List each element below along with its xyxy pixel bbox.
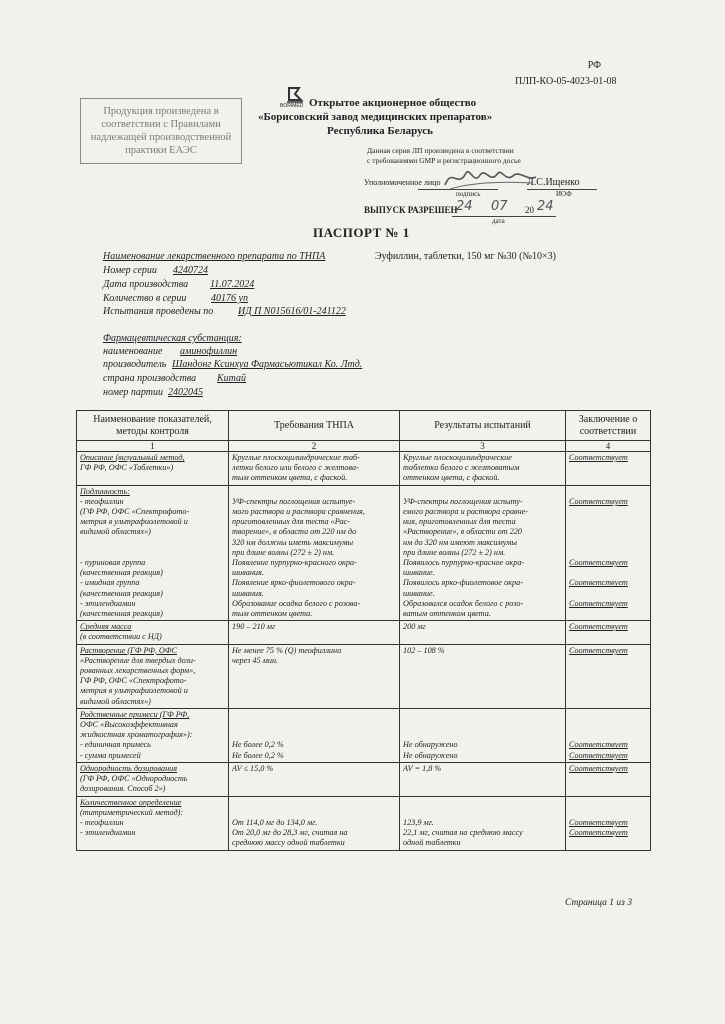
col-number: 2 — [229, 441, 400, 452]
cell-text-line: Не обнаружено — [403, 750, 458, 760]
cell-text-line: - этилендиамин — [80, 828, 136, 838]
page-number: Страница 1 из 3 — [565, 898, 632, 908]
cell-text-line: оттенком цвета, с фаской. — [403, 473, 500, 483]
series-value: 4240724 — [173, 265, 208, 276]
cell-text-line: От 20,0 мг до 28,3 мг, считая на — [232, 828, 348, 838]
cell-text-line: Появление ярко-фиолетового окра- — [232, 578, 356, 588]
cell-text-line — [232, 798, 396, 808]
cell-text-line: дозирования. Способ 2») — [80, 784, 166, 794]
table-cell-3 — [400, 644, 566, 708]
page-title: ПАСПОРТ № 1 — [313, 225, 410, 240]
cell-text-line — [232, 710, 396, 720]
substance-heading: Фармацевтическая субстанция: — [103, 333, 242, 344]
production-date-label: Дата производства — [103, 279, 189, 290]
table-cell-1 — [77, 621, 229, 644]
release-month: 07 — [491, 199, 508, 214]
production-date-value: 11.07.2024 — [210, 279, 255, 290]
header-indicator: Наименование показателей, методы контроля — [77, 411, 229, 441]
cell-text-line: ватым оттенком цвета. — [403, 609, 491, 619]
cell-text-line: Описание (визуальный метод, — [80, 453, 185, 462]
table-row — [77, 708, 651, 762]
table-cell-1 — [77, 708, 229, 762]
cell-text-line: 320 нм должны иметь максимумы — [232, 537, 354, 547]
cell-text-line: Не обнаружено — [403, 740, 458, 750]
cell-text-line: Соответствует — [569, 645, 628, 655]
cell-text-line: Соответствует — [569, 558, 628, 568]
cell-text-line: Появление пурпурно-красного окра- — [232, 558, 357, 568]
table-cell-1 — [77, 796, 229, 850]
cell-text-line: Соответствует — [569, 750, 628, 760]
cell-text-line: - имидная группа — [80, 578, 140, 588]
table-cell-2 — [229, 621, 400, 644]
table-cell-3 — [400, 621, 566, 644]
table-row — [77, 762, 651, 796]
substance-name-value: аминофиллин — [180, 346, 238, 357]
cell-text-line: Не менее 75 % (Q) теофиллина — [232, 645, 342, 655]
table-cell-4 — [566, 644, 651, 708]
logo-caption: BORIMED — [280, 103, 304, 109]
cell-text-line — [569, 838, 647, 848]
cell-text-line — [80, 538, 225, 548]
cell-text-line — [232, 720, 396, 730]
table-cell-4 — [566, 762, 651, 796]
cell-text-line: Не более 0,2 % — [232, 740, 284, 750]
series-label: Номер серии — [103, 265, 157, 276]
cell-text-line: Круглые плоскоцилиндрические таб- — [232, 453, 360, 462]
cell-text-line — [569, 517, 647, 527]
cell-text-line: (в соответствии с НД) — [80, 632, 162, 642]
cell-text-line: ния, приготовленных для теста — [403, 517, 516, 527]
cell-text-line: 123,9 мг. — [403, 817, 434, 827]
cell-text-line: (ГФ РФ, ОФС «Спектрофото- — [80, 507, 190, 517]
cell-text-line: - пуриновая группа — [80, 558, 146, 568]
table-cell-4 — [566, 485, 651, 621]
cell-text-line: ОФС «Высокоэффективная — [80, 720, 178, 730]
cell-text-line: жидкостная хроматография»): — [80, 730, 193, 740]
cell-text-line: мого раствора и раствора сравнения, — [232, 507, 365, 517]
cell-text-line: Подлинность: — [80, 486, 130, 496]
cell-text-line: среднюю массу одной таблетки — [232, 838, 345, 848]
cell-text-line: шивания. — [232, 568, 264, 578]
cell-text-line: Соответствует — [569, 622, 628, 632]
cell-text-line — [569, 710, 647, 720]
authorized-name: Л.С.Ищенко — [527, 177, 580, 188]
compliance-line1: Данная серия ЛП произведена в соответствии — [367, 146, 514, 155]
cell-text-line: - сумма примесей — [80, 750, 141, 760]
product-name-label: Наименование лекарственного препарата по ТНПА — [103, 251, 326, 262]
stamp-line: практики ЕАЭС — [125, 145, 197, 156]
country-label: страна производства — [103, 373, 197, 384]
cell-text-line — [569, 507, 647, 517]
table-cell-2 — [229, 796, 400, 850]
name-label: ИОФ — [556, 190, 572, 198]
cell-text-line: видимой областях») — [80, 696, 151, 706]
cell-text-line: шивание. — [403, 568, 435, 578]
cell-text-line: Соответствует — [569, 453, 628, 462]
cell-text-line: метрия в ультрафиолетовой и — [80, 686, 188, 696]
substance-name-label: наименование — [103, 346, 163, 357]
cell-text-line: творение», в области от 220 нм до — [232, 527, 357, 537]
cell-text-line: емого раствора и раствора сравне- — [403, 507, 529, 517]
cell-text-line — [80, 548, 225, 558]
company-logo — [280, 86, 307, 110]
table-cell-3 — [400, 485, 566, 621]
cell-text-line: (качественная реакция) — [80, 588, 163, 598]
cell-text-line: Появилось пурпурно-красное окра- — [403, 558, 525, 568]
table-header-row — [77, 411, 651, 441]
header-results: Результаты испытаний — [400, 411, 566, 441]
cell-text-line — [569, 589, 647, 599]
cell-text-line: шивания. — [232, 588, 264, 598]
table-cell-3 — [400, 762, 566, 796]
cell-text-line: приготовленных для теста «Рас- — [232, 517, 350, 527]
table-row — [77, 796, 651, 850]
cell-text-line: Соответствует — [569, 828, 628, 838]
authorized-label: Уполномоченное лицо — [364, 178, 441, 187]
date-label: дата — [492, 217, 505, 225]
cell-text-line: - теофиллин — [80, 817, 124, 827]
cell-text-line: при длине волны (272 ± 2) нм. — [232, 547, 335, 557]
table-cell-4 — [566, 796, 651, 850]
cell-text-line — [569, 720, 647, 730]
table-cell-1 — [77, 485, 229, 621]
cell-text-line — [569, 730, 647, 740]
table-cell-2 — [229, 644, 400, 708]
cell-text-line — [569, 568, 647, 578]
table-cell-4 — [566, 621, 651, 644]
cell-text-line: Образовался осадок белого с розо- — [403, 598, 524, 608]
signature-mark — [440, 163, 540, 193]
header-conclusion: Заключение о соответствии — [566, 411, 651, 441]
cell-text-line: (качественная реакция) — [80, 609, 163, 619]
cell-text-line: через 45 мин. — [232, 655, 279, 665]
manufacturer-label: производитель — [103, 359, 167, 370]
compliance-line2: с требованиями GMP и регистрационного досье — [367, 156, 521, 165]
cell-text-line: Появилось ярко-фиолетовое окра- — [403, 578, 523, 588]
col-number: 3 — [400, 441, 566, 452]
cell-text-line: 190 – 210 мг — [232, 622, 276, 632]
results-table — [76, 410, 651, 851]
cell-text-line: Соответствует — [569, 817, 628, 827]
cell-text-line: Соответствует — [569, 578, 628, 588]
table-cell-3 — [400, 796, 566, 850]
batch-value: 2402045 — [168, 387, 203, 398]
table-cell-2 — [229, 452, 400, 486]
cell-text-line: летки белого или белого с желтова- — [232, 463, 359, 473]
cell-text-line: AV ≤ 15,0 % — [232, 763, 274, 773]
cell-text-line: Соответствует — [569, 763, 628, 773]
column-number-row — [77, 441, 651, 452]
cell-text-line: - этилендиамин — [80, 598, 136, 608]
cell-text-line: 22,1 мг, считая на среднюю массу — [403, 828, 523, 838]
table-body — [77, 452, 651, 851]
country-code: РФ — [587, 60, 601, 71]
release-label: ВЫПУСК РАЗРЕШЕН — [364, 205, 458, 215]
cell-text-line — [569, 798, 647, 808]
table-row — [77, 485, 651, 621]
table-row — [77, 621, 651, 644]
cell-text-line: УФ-спектры поглощения испыту- — [403, 496, 523, 506]
cell-text-line: 200 мг — [403, 622, 426, 632]
cell-text-line: шивание. — [403, 588, 435, 598]
cell-text-line: - теофиллин — [80, 496, 124, 506]
table-cell-1 — [77, 644, 229, 708]
stamp-line: соответствии с Правилами — [101, 119, 221, 130]
cell-text-line: Круглые плоскоцилиндрические — [403, 453, 512, 462]
cell-text-line: тым оттенком цвета, с фаской. — [232, 473, 348, 483]
stamp-line: надлежащей производственной — [90, 132, 232, 143]
tests-value: ИД П N015616/01-241122 — [238, 306, 346, 317]
quantity-label: Количество в серии — [103, 293, 187, 304]
cell-text-line: От 114,0 мг до 134,0 мг. — [232, 817, 318, 827]
cell-text-line — [569, 487, 647, 497]
cell-text-line: (качественная реакция) — [80, 568, 163, 578]
cell-text-line: Не более 0,2 % — [232, 750, 284, 760]
cell-text-line — [569, 808, 647, 818]
table-cell-3 — [400, 452, 566, 486]
cell-text-line: 102 – 108 % — [403, 645, 445, 655]
table-row — [77, 452, 651, 486]
cell-text-line — [403, 710, 562, 720]
cell-text-line — [569, 538, 647, 548]
cell-text-line: ГФ РФ, ОФС «Таблетки») — [80, 463, 174, 473]
cell-text-line: Соответствует — [569, 598, 628, 608]
release-year: 24 — [537, 199, 554, 214]
table-cell-2 — [229, 762, 400, 796]
cell-text-line: (титриметрический метод): — [80, 807, 184, 817]
cell-text-line — [403, 730, 562, 740]
org-line2: «Борисовский завод медицинских препаратов» — [258, 111, 493, 123]
table-cell-1 — [77, 452, 229, 486]
quantity-value: 40176 уп — [211, 293, 248, 304]
manufacturer-value: Шандонг Ксинхуа Фармасьютикал Ко. Лтд. — [172, 359, 363, 370]
header-requirements: Требования ТНПА — [229, 411, 400, 441]
cell-text-line: одной таблетки — [403, 838, 461, 848]
cell-text-line — [232, 808, 396, 818]
cell-text-line: «Растворение», в области от 220 — [403, 527, 522, 537]
table-cell-4 — [566, 708, 651, 762]
sign-label: подпись — [456, 190, 481, 198]
table-cell-4 — [566, 452, 651, 486]
cell-text-line — [569, 548, 647, 558]
cell-text-line: «Растворение для твердых дози- — [80, 655, 196, 665]
product-name-value: Эуфиллин, таблетки, 150 мг №30 (№10×3) — [375, 251, 556, 262]
cell-text-line: Образование осадка белого с розова- — [232, 598, 361, 608]
stamp-line: Продукция произведена в — [103, 106, 219, 117]
cell-text-line: таблетки белого с желтоватым — [403, 463, 520, 473]
cell-text-line — [569, 527, 647, 537]
cell-text-line: Родственные примеси (ГФ РФ, — [80, 709, 190, 719]
cell-text-line: Средняя масса — [80, 622, 132, 632]
org-line3: Республика Беларусь — [327, 125, 433, 137]
table-row — [77, 644, 651, 708]
col-number: 4 — [566, 441, 651, 452]
col-number: 1 — [77, 441, 229, 452]
release-day: 24 — [456, 199, 473, 214]
table-cell-2 — [229, 708, 400, 762]
cell-text-line: - единичная примесь — [80, 740, 151, 750]
cell-text-line: видимой областях») — [80, 527, 151, 537]
tests-label: Испытания проведены по — [103, 306, 214, 317]
country-value: Китай — [217, 373, 246, 384]
cell-text-line: тым оттенком цвета. — [232, 609, 313, 619]
document-code: ПЛП-КО-05-4023-01-08 — [515, 76, 617, 87]
cell-text-line: Соответствует — [569, 496, 628, 506]
cell-text-line: (ГФ РФ, ОФС «Однородность — [80, 774, 188, 784]
table-cell-1 — [77, 762, 229, 796]
table-cell-3 — [400, 708, 566, 762]
cell-text-line: при длине волны (272 ± 2) нм. — [403, 547, 506, 557]
cell-text-line: Однородность дозирования — [80, 763, 178, 773]
release-year-prefix: 20 — [525, 205, 534, 215]
cell-text-line: УФ-спектры поглощения испытуе- — [232, 496, 356, 506]
cell-text-line — [232, 487, 396, 497]
cell-text-line: Растворение (ГФ РФ, ОФС — [80, 645, 177, 655]
cell-text-line — [403, 487, 562, 497]
cell-text-line: метрия в ультрафиолетовой и — [80, 517, 188, 527]
cell-text-line: рованных лекарственных форм», — [80, 666, 196, 676]
cell-text-line — [232, 730, 396, 740]
cell-text-line — [403, 720, 562, 730]
table-cell-2 — [229, 485, 400, 621]
cell-text-line — [569, 609, 647, 619]
cell-text-line: Соответствует — [569, 740, 628, 750]
cell-text-line — [403, 798, 562, 808]
gmp-stamp — [80, 98, 242, 164]
cell-text-line: Количественное определение — [80, 797, 182, 807]
org-line1: Открытое акционерное общество — [309, 97, 477, 109]
cell-text-line: AV = 1,8 % — [403, 763, 442, 773]
cell-text-line: ГФ РФ, ОФС «Спектрофото- — [80, 676, 187, 686]
batch-label: номер партии — [103, 387, 163, 398]
cell-text-line — [403, 808, 562, 818]
cell-text-line: нм до 320 нм имеют максимумы — [403, 537, 517, 547]
